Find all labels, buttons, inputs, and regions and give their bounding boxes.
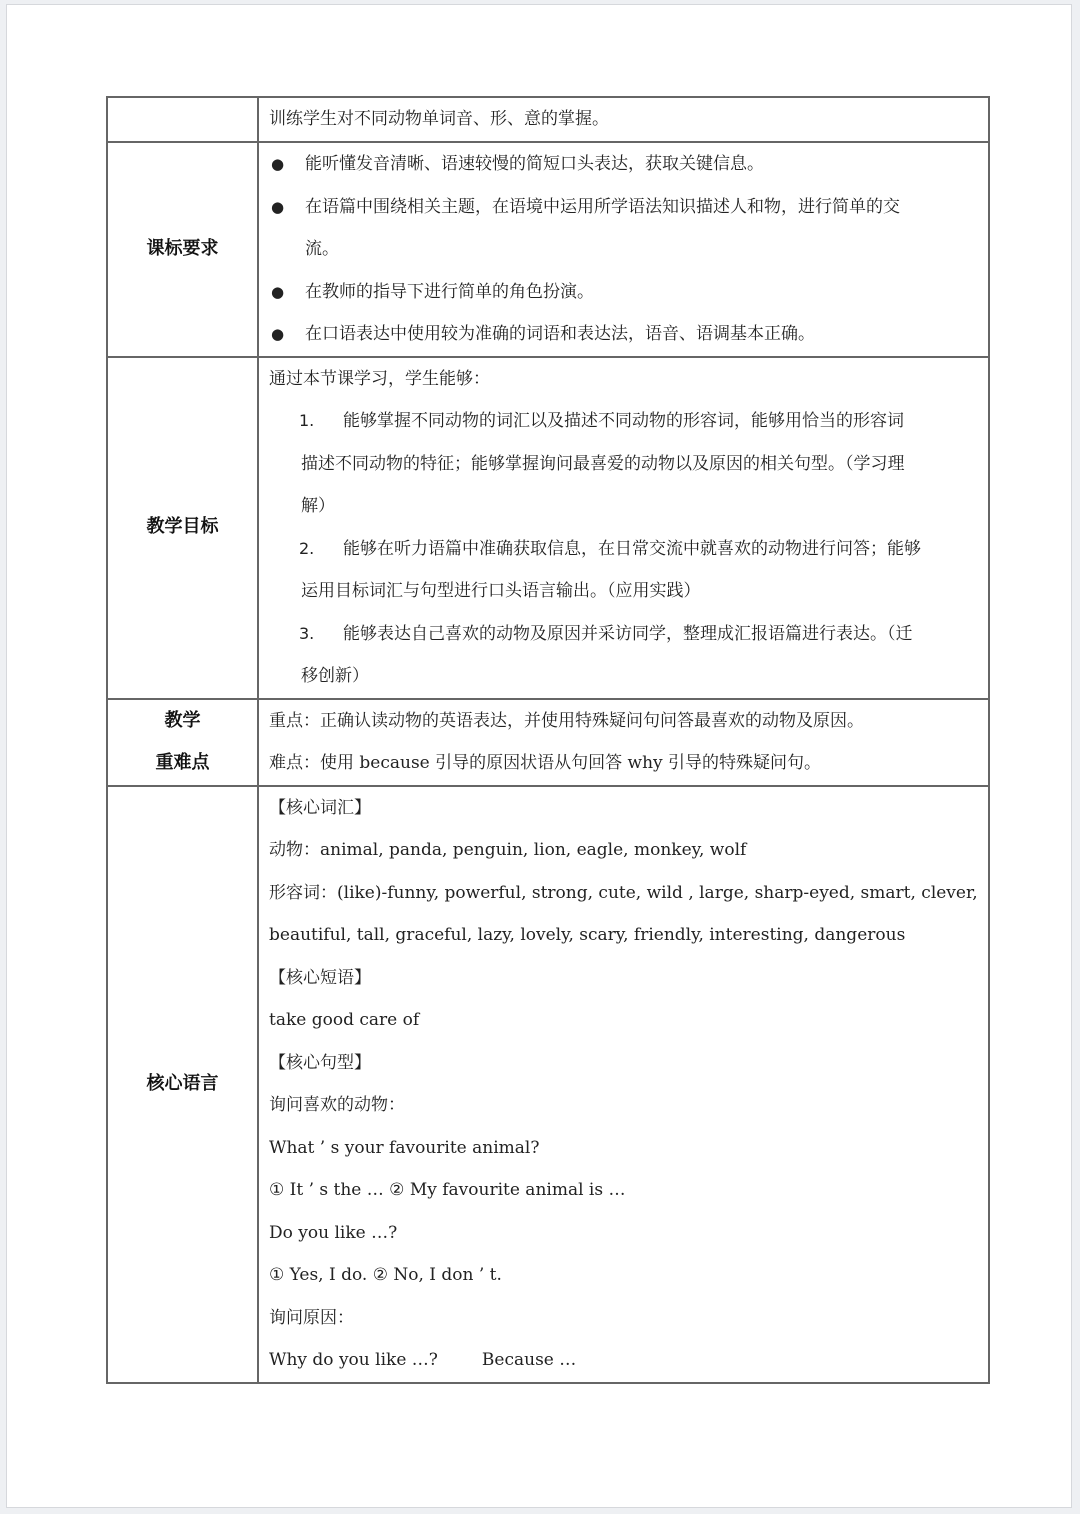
curriculum-content xyxy=(258,142,989,357)
objectives-content: 通过本节课学习，学生能够： 1. 能够掌握不同动物的词汇以及描述不同动物的形容词，能够用恰当的形容词 描述不同动物的特征；能够掌握询问最喜爱的动物以及原因的相关句型。（学习理 解） 2. 能够在听力语篇中准确获取信息，在日常交流中就喜欢的动物进行问答；能够 运用目标词汇与句型进行口头语言输出。（应用实践） 3. 能够表达自己喜欢的动物及原因并采访同学，整理成汇报语篇进行表达。（迁 移创新） xyxy=(258,357,989,699)
list-item: ● 在语篇中围绕相关主题，在语境中运用所学语法知识描述人和物，进行简单的交 xyxy=(269,186,980,229)
difficulty-text: 难点：使用 because 引导的原因状语从句回答 why 引导的特殊疑问句。 xyxy=(269,753,822,773)
row-objectives xyxy=(107,357,989,699)
objectives-intro: 通过本节课学习，学生能够： xyxy=(269,368,490,389)
bullet-icon: ● xyxy=(271,282,285,301)
document-page xyxy=(6,4,1072,1508)
core-language-content: 【核心词汇】 动物：animal, panda, penguin, lion, eagle, monkey, wolf 形容词：(like)-funny, powerful, strong, cute, wild , large, sharp-eyed, smart, clever, beautiful, tall, graceful, lazy, lovely, scary, friendly, interesting, dangerous 【核心短语】 take good care of 【核心句型】 询问喜欢的动物： What ’ s your favourite animal? ① It ’ s the … ② My favourite animal is … Do you like …? ① Yes, I do. ② No, I don ’ t. 询问原因： Why do you like …? Because … xyxy=(258,786,989,1383)
focus-text: 重点：正确认读动物的英语表达，并使用特殊疑问句问答最喜欢的动物及原因。 xyxy=(269,710,864,731)
curriculum-label: 课标要求 xyxy=(107,142,258,357)
intro-label xyxy=(107,97,258,142)
objectives-label: 教学目标 xyxy=(107,357,258,699)
list-item-continuation: 流。 xyxy=(305,239,339,259)
objective-item-1: 1. 能够掌握不同动物的词汇以及描述不同动物的形容词，能够用恰当的形容词 xyxy=(299,411,904,431)
bullet-icon: ● xyxy=(271,155,285,173)
row-core-language xyxy=(107,786,989,1383)
row-key-points xyxy=(107,699,989,786)
section-heading: 【核心句型】 xyxy=(269,1052,371,1073)
key-points-label: 教学 重难点 xyxy=(107,699,258,786)
objective-item-3: 3. 能够表达自己喜欢的动物及原因并采访同学，整理成汇报语篇进行表达。（迁 xyxy=(299,623,913,644)
list-item: ● 能听懂发音清晰、语速较慢的简短口头表达，获取关键信息。 xyxy=(269,143,980,186)
core-language-label: 核心语言 xyxy=(107,786,258,1383)
row-curriculum xyxy=(107,142,989,357)
intro-text: 训练学生对不同动物单词音、形、意的掌握。 xyxy=(269,109,609,129)
objective-item-2: 2. 能够在听力语篇中准确获取信息，在日常交流中就喜欢的动物进行问答；能够 xyxy=(299,538,921,559)
key-points-content xyxy=(258,699,989,786)
section-heading: 【核心短语】 xyxy=(269,967,371,988)
bullet-icon: ● xyxy=(271,325,285,343)
section-heading: 【核心词汇】 xyxy=(269,797,371,818)
row-intro xyxy=(107,97,989,142)
lesson-plan-table xyxy=(106,96,990,1384)
list-item: ● 在口语表达中使用较为准确的词语和表达法，语音、语调基本正确。 xyxy=(269,313,980,356)
bullet-icon: ● xyxy=(271,197,285,216)
list-item: ● 在教师的指导下进行简单的角色扮演。 xyxy=(269,271,980,314)
intro-content xyxy=(258,97,989,142)
